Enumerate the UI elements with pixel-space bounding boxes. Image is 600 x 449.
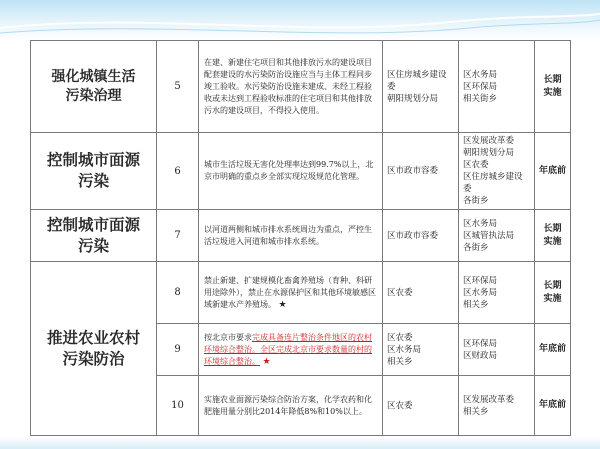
table-row (31, 210, 571, 262)
unit-item: 区财政局 (463, 350, 498, 361)
row-number: 7 (157, 210, 199, 262)
lead-item: 区农委 (387, 400, 413, 411)
unit-item: 区环保局 (463, 338, 498, 349)
table-row (31, 41, 571, 133)
cooperating-units (459, 324, 535, 376)
category-cell (31, 262, 157, 436)
row-number: 8 (157, 262, 199, 324)
lead-department (383, 324, 459, 376)
slide-bottom-band (0, 437, 600, 449)
unit-item: 各街乡 (463, 242, 489, 253)
lead-item: 区农委 (387, 287, 413, 298)
unit-item: 区住房城乡建设委 (463, 172, 523, 194)
cooperating-units (459, 133, 535, 210)
unit-item: 区水务局 (463, 287, 498, 298)
category-cell (31, 210, 157, 262)
unit-item: 区环保局 (463, 275, 498, 286)
deadline: 年底前 (535, 324, 571, 376)
lead-department (383, 376, 459, 436)
lead-item: 朝阳规划分局 (387, 93, 439, 104)
lead-item: 区水务局 (387, 344, 422, 355)
deadline-label: 长期实施 (543, 74, 562, 98)
unit-item: 区水务局 (463, 218, 498, 229)
category-label: 控制城市面源污染 (46, 150, 140, 190)
deadline (535, 210, 571, 262)
deadline (535, 262, 571, 324)
unit-item: 各街乡 (463, 196, 489, 206)
row-number: 10 (157, 376, 199, 436)
unit-item: 区城管执法局 (463, 230, 515, 241)
task-description: 以河道两侧和城市排水系统周边为重点，严控生活垃圾进入河道和城市排水系统。 (199, 210, 383, 262)
lead-department (383, 210, 459, 262)
lead-item: 区农委 (387, 332, 413, 343)
task-description (199, 262, 383, 324)
cooperating-units (459, 210, 535, 262)
unit-item: 相关街乡 (463, 93, 498, 104)
unit-item: 区水务局 (463, 69, 498, 80)
deadline-label: 长期实施 (543, 223, 562, 247)
unit-item: 相关乡 (463, 299, 489, 310)
deadline: 年底前 (535, 376, 571, 436)
deadline: 年底前 (535, 133, 571, 210)
cooperating-units (459, 376, 535, 436)
star-icon: ★ (278, 299, 287, 310)
description-text: 按北京市要求 (204, 332, 252, 342)
lead-item: 相关乡 (387, 356, 413, 367)
unit-item: 区环保局 (463, 81, 498, 92)
lead-department (383, 133, 459, 210)
lead-item: 区市政市容委 (387, 230, 439, 241)
category-label: 推进农业农村污染防治 (46, 327, 140, 368)
category-cell (31, 41, 157, 133)
star-icon: ★ (262, 356, 271, 367)
category-label: 强化城镇生活污染治理 (51, 68, 136, 104)
lead-department (383, 41, 459, 133)
lead-item: 区住房城乡建设委 (387, 69, 447, 92)
decorative-wave (0, 0, 600, 40)
unit-item: 相关乡 (463, 406, 489, 417)
row-number: 9 (157, 324, 199, 376)
deadline-label: 长期实施 (543, 280, 562, 304)
unit-item: 朝阳规划分局 (463, 148, 515, 158)
unit-item: 区发展改革委 (463, 394, 515, 405)
category-label: 控制城市面源污染 (46, 214, 140, 255)
task-description: 城市生活垃圾无害化处理率达到99.7%以上，北京市明确的重点乡全部实现垃圾规范化管理。 (199, 133, 383, 210)
table-row (31, 262, 571, 324)
highlighted-requirement: 完成具备连片整治条件地区的农村环境综合整治。全区完成北京市要求数量的村的环境综合整治。 (204, 332, 372, 366)
table-row (31, 133, 571, 210)
task-table (30, 40, 571, 436)
row-number: 5 (157, 41, 199, 133)
description-text: 禁止新建、扩建规模化畜禽养殖场（育种、科研用途除外），禁止在水源保护区和其他环境敏感区域新建水产养殖场。 (204, 275, 376, 309)
unit-item: 区发展改革委 (463, 136, 515, 146)
task-description (199, 324, 383, 376)
row-number: 6 (157, 133, 199, 210)
lead-department (383, 262, 459, 324)
deadline (535, 41, 571, 133)
cooperating-units (459, 262, 535, 324)
cooperating-units (459, 41, 535, 133)
task-description: 在建、新建住宅项目和其他排放污水的建设项目配套建设的水污染防治设施应当与主体工程同步竣工验收。水污染防治设施未建成、未经工程验收或未达到工程验收标准的住宅项目和其他排放污水的建设项目，不得投入使用。 (199, 41, 383, 133)
task-description: 实施农业面源污染综合防治方案，化学农药和化肥施用量分别比2014年降低8%和10%以上。 (199, 376, 383, 436)
lead-item: 区市政市容委 (387, 166, 439, 176)
category-cell (31, 133, 157, 210)
unit-item: 区农委 (463, 160, 489, 170)
